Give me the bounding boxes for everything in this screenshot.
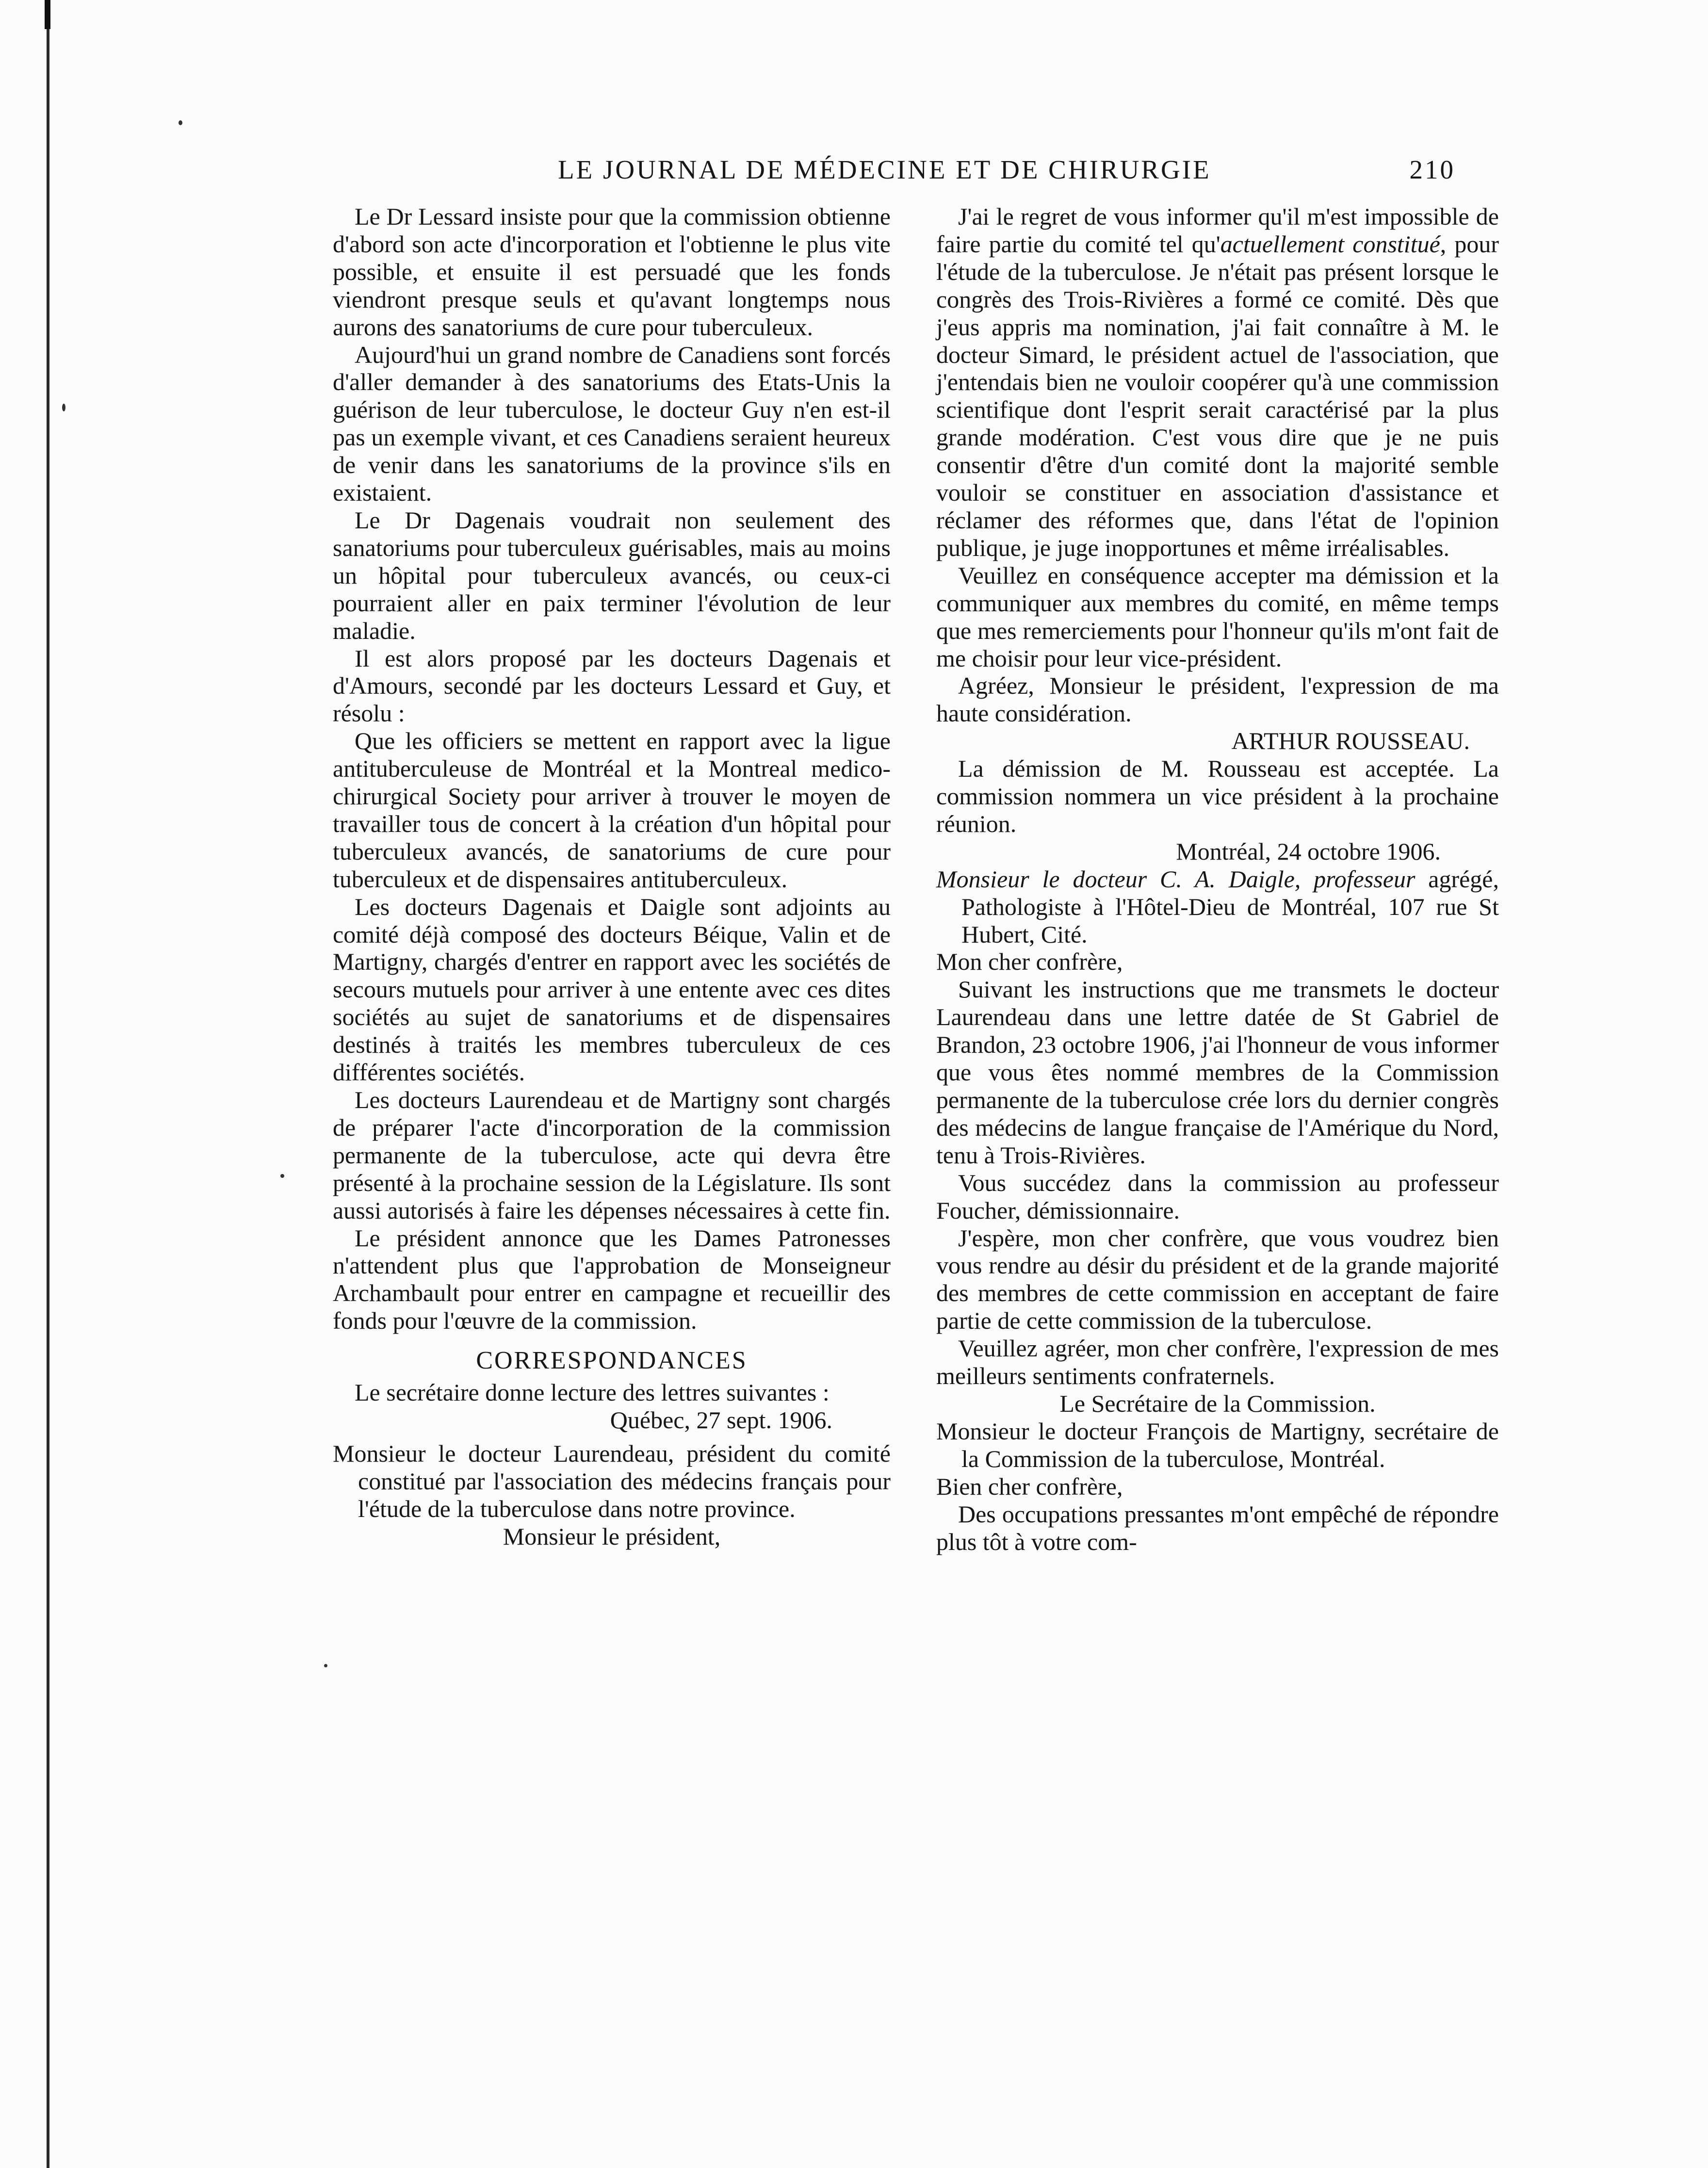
letter-address: Monsieur le docteur Laurendeau, président du comité constitué par l'association des médecins français pour l'étude de la tuberculose dans notre province.	[333, 1439, 891, 1522]
paragraph: Les docteurs Dagenais et Daigle sont adjoints au comité déjà composé des docteurs Béique, Valin et de Martigny, chargés d'entrer en rapport avec les sociétés de secours mutuels pour arriver à une entente avec ces dites sociétés au sujet de sanatoriums et de dispensaires destinés à traités les membres tuberculeux de ces différentes sociétés.	[333, 893, 891, 1086]
letter-paragraph: Vous succédez dans la commission au professeur Foucher, démissionnaire.	[936, 1169, 1499, 1224]
letter-signature: ARTHUR ROUSSEAU.	[1231, 727, 1470, 755]
section-heading: CORRESPONDANCES	[476, 1347, 748, 1375]
letter-paragraph: Veuillez en conséquence accepter ma démission et la communiquer aux membres du comité, en même temps que mes remerciements pour l'honneur qu'ils m'ont fait de me choisir pour leur vice-président.	[936, 561, 1499, 672]
letter-salutation: Monsieur le président,	[503, 1522, 721, 1550]
letter-address: Monsieur le docteur François de Martigny, secrétaire de la Commission de la tuberculose, Montréal.	[936, 1417, 1499, 1472]
paragraph: Les docteurs Laurendeau et de Martigny sont chargés de préparer l'acte d'incorporation de la commission permanente de la tuberculose, acte qui devra être présenté à la prochaine session de la Législature. Ils sont aussi autorisés à faire les dépenses nécessaires à cette fin.	[333, 1086, 891, 1224]
paragraph: Il est alors proposé par les docteurs Dagenais et d'Amours, secondé par les docteurs Lessard et Guy, et résolu :	[333, 644, 891, 727]
letter-paragraph: Suivant les instructions que me transmets le docteur Laurendeau dans une lettre datée de St Gabriel de Brandon, 23 octobre 1906, j'ai l'honneur de vous informer que vous êtes nommé membres de la Commission permanente de la tuberculose crée lors du dernier congrès des médecins de langue française de l'Amérique du Nord, tenu à Trois-Rivières.	[936, 976, 1499, 1169]
right-column	[936, 203, 1499, 1555]
letter-salutation: Mon cher confrère,	[936, 948, 1123, 976]
letter-salutation: Bien cher confrère,	[936, 1472, 1123, 1500]
paragraph: Le président annonce que les Dames Patronesses n'attendent plus que l'approbation de Monseigneur Archambault pour entrer en campagne et recueillir des fonds pour l'œuvre de la commission.	[333, 1224, 891, 1335]
text-run: , pour l'étude de la tuberculose. Je n'était pas présent lorsque le congrès des Trois-Rivières a formé ce comité. Dès que j'eus appris ma nomination, j'ai fait connaître à M. le docteur Simard, le président actuel de l'association, que j'entendais bien ne vouloir coopérer qu'à une commission scientifique dont l'esprit serait caractérisé par la plus grande modération. C'est vous dire que je ne puis consentir d'être d'un comité dont la majorité semble vouloir se constituer en association d'assistance et réclamer des réformes que, dans l'état de l'opinion publique, je juge inopportunes et même irréalisables.	[936, 230, 1499, 561]
page-edge-mark	[45, 0, 50, 29]
scan-speck	[324, 1664, 327, 1667]
running-head	[558, 154, 1455, 185]
scan-speck	[280, 1174, 284, 1178]
italic-text: actuellement constitué	[1220, 230, 1440, 258]
italic-text: Monsieur le docteur C. A. Daigle, professeur	[936, 865, 1415, 893]
left-column	[333, 203, 891, 1550]
scan-speck	[62, 404, 65, 411]
letter-dateline: Québec, 27 sept. 1906.	[610, 1406, 832, 1434]
scan-speck	[179, 120, 182, 125]
resolution-paragraph: Que les officiers se mettent en rapport avec la ligue antituberculeuse de Montréal et la Montreal medico-chirurgical Society pour arriver à trouver le moyen de travailler tous de concert à la création d'un hôpital pour tuberculeux avancés, de sanatoriums de cure pour tuberculeux et de dispensaires antituberculeux.	[333, 727, 891, 893]
page-edge-line	[47, 0, 49, 2168]
letter-paragraph: Des occupations pressantes m'ont empêché de répondre plus tôt à votre com-	[936, 1500, 1499, 1555]
paragraph: Le secrétaire donne lecture des lettres suivantes :	[355, 1379, 830, 1406]
paragraph: Aujourd'hui un grand nombre de Canadiens sont forcés d'aller demander à des sanatoriums des Etats-Unis la guérison de leur tuberculose, le docteur Guy n'en est-il pas un exemple vivant, et ces Canadiens seraient heureux de venir dans les sanatoriums de la province s'ils en existaient.	[333, 341, 891, 506]
paragraph: La démission de M. Rousseau est acceptée. La commission nommera un vice président à la prochaine réunion.	[936, 755, 1499, 837]
text-run: agrégé, Pathologiste à l'Hôtel-Dieu de Montréal, 107 rue St Hubert, Cité.	[961, 865, 1499, 948]
letter-address	[936, 865, 1499, 948]
letter-paragraph: Agréez, Monsieur le président, l'expression de ma haute considération.	[936, 672, 1499, 727]
letter-paragraph	[936, 203, 1499, 562]
letter-paragraph: J'espère, mon cher confrère, que vous voudrez bien vous rendre au désir du président et de la grande majorité des membres de cette commission en acceptant de faire partie de cette commission de la tuberculose.	[936, 1224, 1499, 1335]
letter-signature: Le Secrétaire de la Commission.	[1059, 1389, 1376, 1417]
paragraph: Le Dr Lessard insiste pour que la commission obtienne d'abord son acte d'incorporation et l'obtienne le plus vite possible, et ensuite il est persuadé que les fonds viendront presque seuls et qu'avant longtemps nous aurons des sanatoriums de cure pour tuberculeux.	[333, 203, 891, 341]
paragraph: Le Dr Dagenais voudrait non seulement des sanatoriums pour tuberculeux guérisables, mais au moins un hôpital pour tuberculeux avancés, ou ceux-ci pourraient aller en paix terminer l'évolution de leur maladie.	[333, 506, 891, 644]
letter-paragraph: Veuillez agréer, mon cher confrère, l'expression de mes meilleurs sentiments confraternels.	[936, 1335, 1499, 1390]
page-number: 210	[1409, 155, 1455, 184]
text-run: J'ai le regret de vous informer qu'il m'est impossible de faire partie du comité tel qu'	[936, 203, 1499, 258]
journal-title: LE JOURNAL DE MÉDECINE ET DE CHIRURGIE	[558, 155, 1211, 184]
letter-dateline: Montréal, 24 octobre 1906.	[1176, 837, 1441, 865]
